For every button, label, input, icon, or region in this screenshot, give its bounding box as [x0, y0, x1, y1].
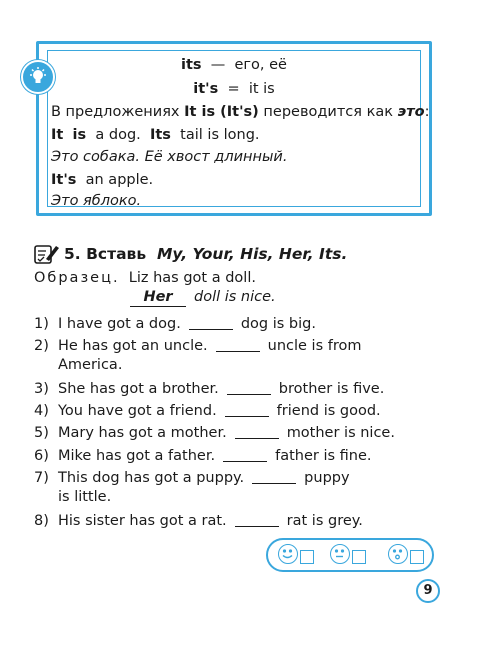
rule-line-explanation: В предложениях It is (It's) переводится как это: — [51, 104, 430, 120]
rule-example-dog-translation: Это собака. Её хвост длинный. — [51, 149, 288, 165]
rule-example-apple: It's an apple. — [51, 172, 154, 188]
smiley-face-icon — [278, 544, 298, 564]
self-check-box[interactable] — [300, 550, 314, 564]
answer-blank[interactable] — [227, 394, 271, 395]
rule-example-dog: It is a dog. Its tail is long. — [51, 127, 260, 143]
pencil-notebook-icon — [34, 243, 60, 269]
answer-blank[interactable] — [235, 438, 279, 439]
exercise-item: 4) You have got a friend. friend is good. — [34, 403, 381, 419]
exercise-item: 5) Mary has got a mother. mother is nice. — [34, 425, 395, 441]
sample-line: Образец. Liz has got a doll. — [34, 270, 256, 286]
answer-blank[interactable] — [189, 329, 233, 330]
exercise-item: 7) This dog has got a puppy. puppy is little. — [34, 470, 350, 505]
sample-answer: Her — [130, 289, 186, 307]
exercise-item: 6) Mike has got a father. father is fine. — [34, 448, 372, 464]
answer-blank[interactable] — [235, 526, 279, 527]
exercise-item: 8) His sister has got a rat. rat is grey. — [34, 513, 363, 529]
rule-example-apple-translation: Это яблоко. — [51, 193, 142, 209]
answer-blank[interactable] — [223, 461, 267, 462]
answer-blank[interactable] — [252, 483, 296, 484]
answer-blank[interactable] — [216, 351, 260, 352]
page-number: 9 — [416, 579, 440, 603]
exercise-item: 1) I have got a dog. dog is big. — [34, 316, 316, 332]
exercise-item: 3) She has got a brother. brother is five. — [34, 381, 385, 397]
exercise-item: 2) He has got an uncle. uncle is from America. — [34, 338, 362, 373]
task-title: 5. Вставь My, Your, His, Her, Its. — [64, 245, 348, 263]
self-check-box[interactable] — [352, 550, 366, 564]
sample-answer-line: Her doll is nice. — [34, 289, 334, 309]
self-check-panel — [266, 538, 434, 572]
surprised-face-icon — [388, 544, 408, 564]
neutral-face-icon — [330, 544, 350, 564]
self-check-box[interactable] — [410, 550, 424, 564]
answer-blank[interactable] — [225, 416, 269, 417]
rule-line-its: its — его, её — [181, 57, 287, 73]
rule-line-its-contraction: it's = it is — [193, 81, 275, 97]
